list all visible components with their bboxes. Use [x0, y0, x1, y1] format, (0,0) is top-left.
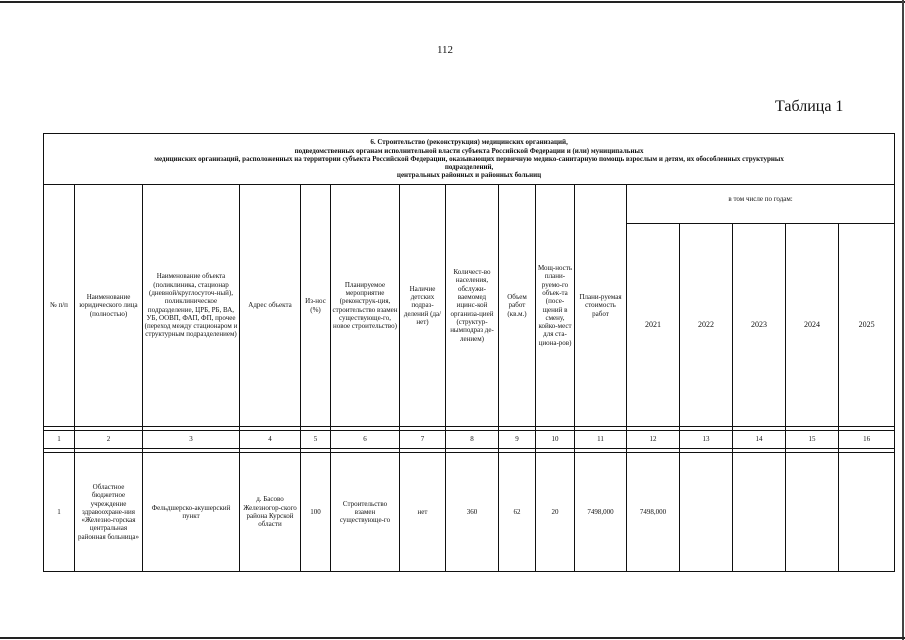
- section-heading-line3: медицинских организаций, расположенных на территории субъекта Российской Федерации, оказывающих первичную медико-санитарную помощь взрослым и детям, их обособленных структурных: [154, 154, 784, 163]
- cell-children: нет: [400, 453, 446, 572]
- cell-legal-entity: Областное бюджетное учреждение здравоохране-ния «Железно-горская центральная районная больница»: [75, 453, 143, 572]
- page-top-border: [0, 1, 905, 3]
- page-number: 112: [436, 44, 454, 56]
- construction-table: [43, 133, 895, 572]
- page-right-border: [902, 0, 904, 640]
- section-heading-line5: центральных районных и районных больниц: [396, 171, 542, 180]
- cell-year-2021: 7498,000: [627, 453, 680, 572]
- col-header-cost: Плани-руемая стоимость работ: [575, 185, 627, 427]
- column-number: 14: [733, 431, 786, 449]
- column-number: 13: [680, 431, 733, 449]
- col-header-year-2023: 2023: [733, 224, 786, 427]
- section-heading-line2: подведомственных органам исполнительной власти субъекта Российской Федерации и (или) муниципальных: [294, 146, 644, 155]
- cell-year-2025: [839, 453, 895, 572]
- cell-cost: 7498,000: [575, 453, 627, 572]
- col-header-wear: Из-нос (%): [301, 185, 331, 427]
- cell-activity: Строительство взамен существующе-го: [331, 453, 400, 572]
- column-number: 10: [536, 431, 575, 449]
- table-row: [44, 453, 895, 572]
- col-header-year-2025: 2025: [839, 224, 895, 427]
- column-number: 5: [301, 431, 331, 449]
- column-number: 11: [575, 431, 627, 449]
- col-header-address: Адрес объекта: [240, 185, 301, 427]
- cell-year-2023: [733, 453, 786, 572]
- col-header-activity: Планируемое мероприятие (реконструк-ция, строительство взамен существующе-го, новое строительство): [331, 185, 400, 427]
- cell-address: д. Басово Железногор-ского района Курской области: [240, 453, 301, 572]
- col-header-year-2022: 2022: [680, 224, 733, 427]
- table-label: Таблица 1: [775, 98, 844, 115]
- column-number: 2: [75, 431, 143, 449]
- cell-year-2024: [786, 453, 839, 572]
- column-number: 8: [446, 431, 499, 449]
- column-number: 4: [240, 431, 301, 449]
- page-bottom-border: [0, 637, 905, 639]
- col-header-year-2024: 2024: [786, 224, 839, 427]
- column-number: 6: [331, 431, 400, 449]
- col-header-population: Количест-во населения, обслужи-ваемомед ицинс-кой организа-цией (структур-нымподраз де-лением): [446, 185, 499, 427]
- section-heading: [44, 134, 895, 185]
- cell-year-2022: [680, 453, 733, 572]
- section-heading-line4: подразделений,: [444, 163, 494, 172]
- cell-population: 360: [446, 453, 499, 572]
- col-header-volume: Объем работ (кв.м.): [499, 185, 536, 427]
- cell-wear: 100: [301, 453, 331, 572]
- column-number: 1: [44, 431, 75, 449]
- column-number: 15: [786, 431, 839, 449]
- cell-volume: 62: [499, 453, 536, 572]
- cell-object: Фельдшерско-акушерский пункт: [143, 453, 240, 572]
- cell-capacity: 20: [536, 453, 575, 572]
- col-header-num: № п/п: [44, 185, 75, 427]
- column-number: 12: [627, 431, 680, 449]
- column-number: 7: [400, 431, 446, 449]
- col-header-year-2021: 2021: [627, 224, 680, 427]
- section-heading-line1: 6. Строительство (реконструкция) медицинских организаций,: [370, 138, 568, 147]
- col-header-years-group: в том числе по годам:: [627, 185, 895, 224]
- column-number: 16: [839, 431, 895, 449]
- column-number: 3: [143, 431, 240, 449]
- col-header-children: Наличие детских подраз-делений (да/нет): [400, 185, 446, 427]
- col-header-object: Наименование объекта (поликлиника, стационар (дневной/круглосуточ-ный), поликлиническое подразделение, ЦРБ, РБ, ВА, УБ, ООВП, ФАП, ФП, прочее (переход между стационаром и структурным подразделением): [143, 185, 240, 427]
- column-number: 9: [499, 431, 536, 449]
- column-number-row: [44, 431, 895, 449]
- col-header-capacity: Мощ-ность плани-руемо-го объек-та (посе-щений в смену, койко-мест для ста-циона-ров): [536, 185, 575, 427]
- col-header-legal-entity: Наименование юридического лица (полностью): [75, 185, 143, 427]
- cell-num: 1: [44, 453, 75, 572]
